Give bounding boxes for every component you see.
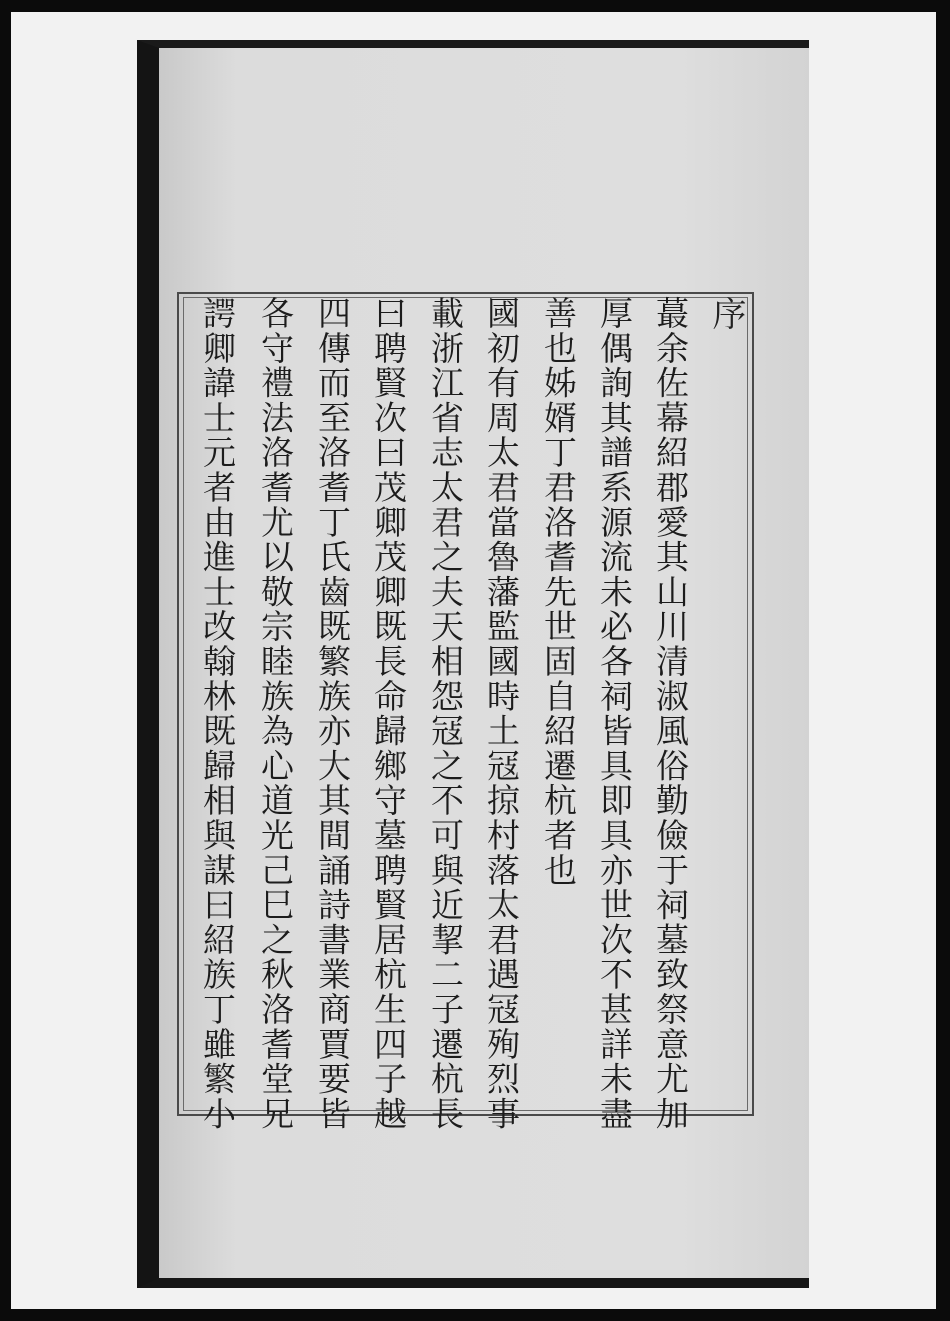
preface-heading: 序 [706, 296, 746, 332]
text-column-3: 善也姊婿丁君洛耆先世固自紹遷杭者也 [539, 296, 578, 888]
text-column-8: 各守禮法洛耆尤以敬宗睦族為心道光己巳之秋洛耆堂兄 [256, 296, 295, 1132]
text-column-6: 曰聘賢次曰茂卿茂卿既長命歸鄉守墓聘賢居杭生四子越 [369, 296, 408, 1132]
text-column-7: 四傳而至洛耆丁氏齒既繁族亦大其間誦詩書業商賈要皆 [313, 296, 352, 1132]
text-column-9: 諤卿諱士元者由進士改翰林既歸相與謀曰紹族丁雖繁小 [198, 296, 237, 1132]
text-column-1: 蕞余佐幕紹郡愛其山川清淑風俗勤儉于祠墓致祭意尤加 [651, 296, 690, 1132]
text-column-4: 國初有周太君當魯藩監國時土冦掠村落太君遇冦殉烈事 [482, 296, 521, 1132]
text-column-2: 厚偶詢其譜系源流未必各祠皆具即具亦世次不甚詳未盡 [595, 296, 634, 1132]
text-column-5: 載浙江省志太君之夫天相怨冦之不可與近挈二子遷杭長 [426, 296, 465, 1132]
